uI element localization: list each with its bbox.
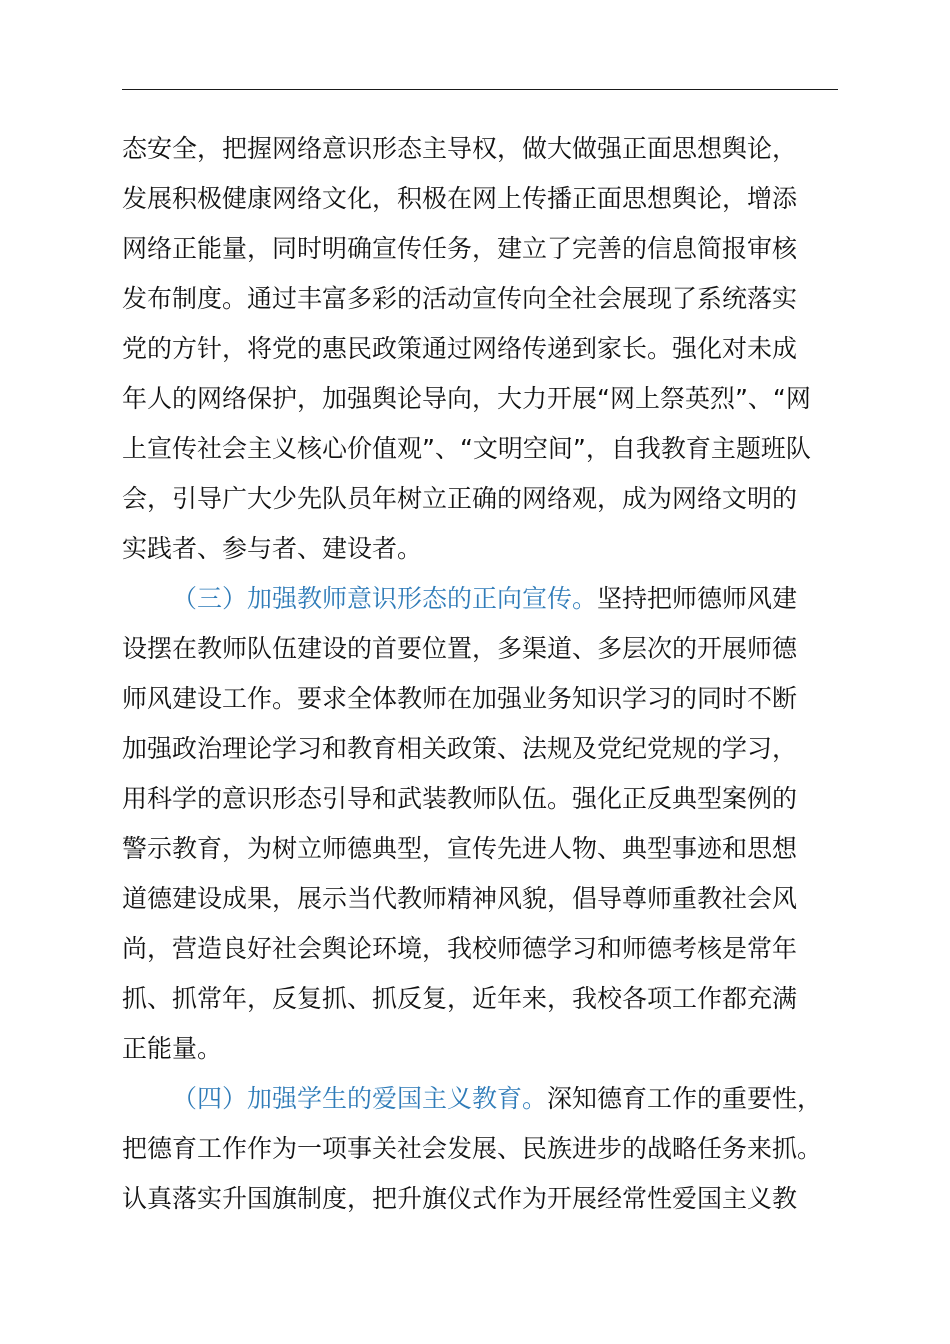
text-line: 年人的网络保护，加强舆论导向，大力开展“网上祭英烈”、“网 (122, 384, 811, 413)
text-line: 发布制度。通过丰富多彩的活动宣传向全社会展现了系统落实 (122, 284, 798, 313)
text-line: 用科学的意识形态引导和武装教师队伍。强化正反典型案例的 (122, 784, 798, 813)
section-4-first-line (172, 1083, 822, 1115)
header-rule (122, 89, 838, 90)
text-line: 设摆在教师队伍建设的首要位置，多渠道、多层次的开展师德 (122, 634, 798, 663)
text-line: 正能量。 (122, 1034, 223, 1063)
section-4-heading: （四）加强学生的爱国主义教育。 (172, 1084, 548, 1113)
text-line: 师风建设工作。要求全体教师在加强业务知识学习的同时不断 (122, 684, 798, 713)
text-line: 抓、抓常年，反复抓、抓反复，近年来，我校各项工作都充满 (122, 984, 798, 1013)
text-line: 网络正能量，同时明确宣传任务，建立了完善的信息简报审核 (122, 234, 798, 263)
text-line: 道德建设成果，展示当代教师精神风貌，倡导尊师重教社会风 (122, 884, 798, 913)
text-line: 加强政治理论学习和教育相关政策、法规及党纪党规的学习， (122, 734, 798, 763)
text-line: 警示教育，为树立师德典型，宣传先进人物、典型事迹和思想 (122, 834, 798, 863)
text-line: 发展积极健康网络文化，积极在网上传播正面思想舆论，增添 (122, 184, 798, 213)
text-line: 会，引导广大少先队员年树立正确的网络观，成为网络文明的 (122, 484, 798, 513)
section-3-lead-text: 坚持把师德师风建 (597, 584, 798, 613)
text-line: 尚，营造良好社会舆论环境，我校师德学习和师德考核是常年 (122, 934, 798, 963)
section-3-first-line (172, 583, 797, 615)
text-line: 把德育工作作为一项事关社会发展、民族进步的战略任务来抓。 (122, 1134, 823, 1163)
section-4-lead-text: 深知德育工作的重要性， (547, 1084, 823, 1113)
text-line: 态安全，把握网络意识形态主导权，做大做强正面思想舆论， (122, 134, 798, 163)
text-line: 上宣传社会主义核心价值观”、“文明空间”，自我教育主题班队 (122, 434, 811, 463)
section-3-heading: （三）加强教师意识形态的正向宣传。 (172, 584, 598, 613)
text-line: 党的方针，将党的惠民政策通过网络传递到家长。强化对未成 (122, 334, 798, 363)
text-line: 认真落实升国旗制度，把升旗仪式作为开展经常性爱国主义教 (122, 1184, 798, 1213)
text-line: 实践者、参与者、建设者。 (122, 534, 423, 563)
